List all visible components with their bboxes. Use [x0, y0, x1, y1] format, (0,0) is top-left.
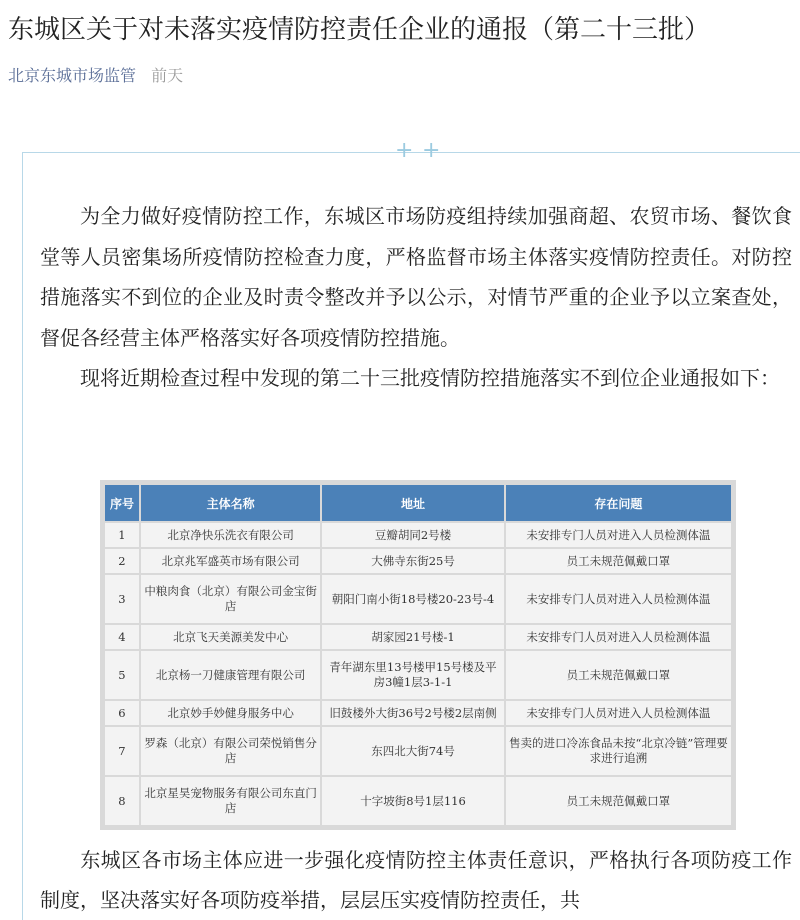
- plus-decoration-icon: +: [422, 138, 441, 163]
- row-issue: 售卖的进口冷冻食品未按“北京冷链”管理要求进行追溯: [506, 727, 731, 775]
- row-address: 十字坡街8号1层116: [322, 777, 503, 825]
- body-paragraph: 现将近期检查过程中发现的第二十三批疫情防控措施落实不到位企业通报如下：: [80, 366, 780, 390]
- row-issue: 未安排专门人员对进入人员检测体温: [506, 701, 731, 725]
- article-title: 东城区关于对未落实疫情防控责任企业的通报（第二十三批）: [8, 15, 711, 45]
- table-row: [105, 727, 731, 775]
- table-row: [105, 651, 731, 699]
- row-issue: 员工未规范佩戴口罩: [506, 549, 731, 573]
- row-address: 大佛寺东街25号: [322, 549, 503, 573]
- row-index: 6: [105, 701, 139, 725]
- row-address: 朝阳门南小街18号楼20-23号-4: [322, 575, 503, 623]
- row-entity-name: 北京妙手妙健身服务中心: [141, 701, 320, 725]
- table-row: [105, 549, 731, 573]
- table-header-row: [105, 485, 731, 521]
- notice-table: [100, 480, 736, 830]
- row-address: 旧鼓楼外大街36号2号楼2层南侧: [322, 701, 503, 725]
- header-index: 序号: [105, 485, 139, 521]
- row-entity-name: 中粮肉食（北京）有限公司金宝街店: [141, 575, 320, 623]
- row-issue: 员工未规范佩戴口罩: [506, 777, 731, 825]
- row-address: 东四北大街74号: [322, 727, 503, 775]
- row-address: 豆瓣胡同2号楼: [322, 523, 503, 547]
- row-entity-name: 北京飞天美源美发中心: [141, 625, 320, 649]
- table-row: [105, 523, 731, 547]
- row-index: 5: [105, 651, 139, 699]
- row-index: 4: [105, 625, 139, 649]
- row-issue: 未安排专门人员对进入人员检测体温: [506, 625, 731, 649]
- table-row: [105, 575, 731, 623]
- table-row: [105, 777, 731, 825]
- row-entity-name: 北京杨一刀健康管理有限公司: [141, 651, 320, 699]
- row-index: 2: [105, 549, 139, 573]
- row-address: 胡家园21号楼-1: [322, 625, 503, 649]
- plus-decoration-icon: +: [395, 138, 414, 163]
- row-issue: 员工未规范佩戴口罩: [506, 651, 731, 699]
- row-index: 7: [105, 727, 139, 775]
- article-body: [40, 196, 792, 399]
- row-entity-name: 北京兆军盛英市场有限公司: [141, 549, 320, 573]
- closing-paragraph: [40, 840, 792, 920]
- source-account-link[interactable]: 北京东城市场监管: [8, 66, 137, 85]
- row-issue: 未安排专门人员对进入人员检测体温: [506, 575, 731, 623]
- row-entity-name: 罗森（北京）有限公司荣悦销售分店: [141, 727, 320, 775]
- row-entity-name: 北京净快乐洗衣有限公司: [141, 523, 320, 547]
- row-index: 3: [105, 575, 139, 623]
- header-address: 地址: [322, 485, 503, 521]
- row-entity-name: 北京星昊宠物服务有限公司东直门店: [141, 777, 320, 825]
- row-index: 1: [105, 523, 139, 547]
- header-issue: 存在问题: [506, 485, 731, 521]
- table-row: [105, 701, 731, 725]
- article-meta: [8, 64, 183, 88]
- publish-time: 前天: [151, 66, 184, 85]
- row-index: 8: [105, 777, 139, 825]
- body-paragraph: 为全力做好疫情防控工作，东城区市场防疫组持续加强商超、农贸市场、餐饮食堂等人员密集场所疫情防控检查力度，严格监督市场主体落实疫情防控责任。对防控措施落实不到位的企业及时责令整改并予以公示，对情节严重的企业予以立案查处，督促各经营主体严格落实好各项疫情防控措施。: [40, 204, 792, 350]
- closing-text: 东城区各市场主体应进一步强化疫情防控主体责任意识，严格执行各项防疫工作制度，坚决落实好各项防疫举措，层层压实疫情防控责任，共: [40, 848, 792, 912]
- header-entity-name: 主体名称: [141, 485, 320, 521]
- row-issue: 未安排专门人员对进入人员检测体温: [506, 523, 731, 547]
- table-row: [105, 625, 731, 649]
- content-frame-left-line: [22, 152, 23, 920]
- row-address: 青年湖东里13号楼甲15号楼及平房3幢1层3-1-1: [322, 651, 503, 699]
